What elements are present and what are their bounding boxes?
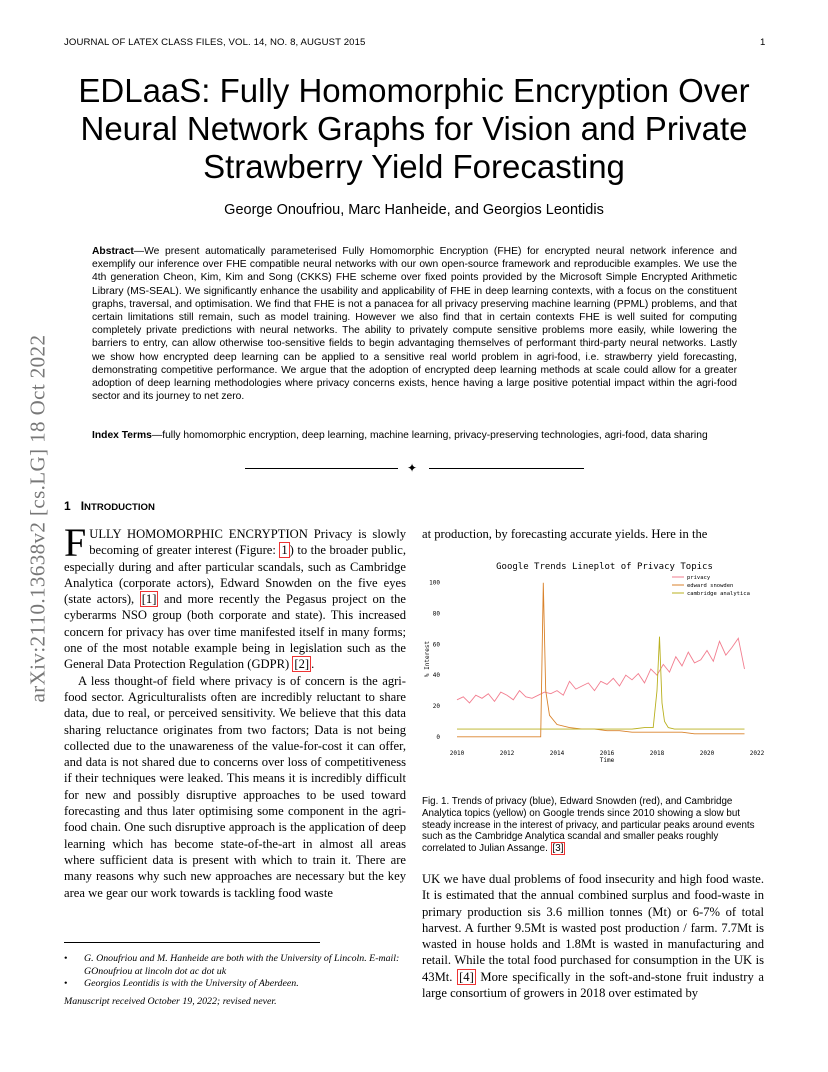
legend-label: edward snowden [687, 583, 734, 589]
x-tick-label: 2016 [599, 750, 615, 757]
intro-smallcaps: ULLY HOMOMORPHIC ENCRYPTION [89, 527, 308, 541]
intro-text: More specifically in the soft-and-stone fruit industry a large consortium of growers in 2018 over estimated by [422, 969, 764, 1001]
footnote-bullet: • [64, 953, 68, 964]
footnote-text: Georgios Leontidis is with the University of Aberdeen. [84, 978, 299, 990]
chart-title: Google Trends Lineplot of Privacy Topics [496, 562, 713, 572]
y-tick-label: 60 [432, 641, 440, 649]
figure-reference-link[interactable]: 1 [281, 543, 288, 558]
separator-rule-left [245, 468, 398, 469]
legend-label: cambridge analytica [687, 591, 750, 597]
intro-text: . [311, 657, 315, 672]
chart-lines [457, 583, 745, 737]
separator-rule-right [429, 468, 584, 469]
y-tick-label: 100 [429, 579, 440, 587]
x-axis-label: Time [599, 757, 615, 764]
intro-paragraph-2: A less thought-of field where privacy is of concern is the agri-food sector. Agriculturalists often are incredibly reluctant to share data, due to real, or perceived sensitivity. We believe that this data sharing reluctance originates from two factors; Data is not being collected due to the unawareness of the value-for-cost it can offer, and data is not shared due to concerns over loss of competitiveness if their techniques were leaked. This means it is incredibly difficult for new and possibly disruptive approaches to be used toward forecasting and thus later optimising some component in the agri-food chain. One such disruptive approach is the application of deep learning which has become state-of-the-art in almost all areas where sufficient data is present with which to train it. There are many reasons why such new approaches are necessary but the key area we gear our work towards is tackling food waste [64, 673, 406, 900]
y-tick-label: 80 [432, 610, 440, 618]
x-tick-label: 2014 [549, 750, 565, 757]
section-title-initial: I [80, 499, 85, 513]
footnote-affiliation-1 [64, 953, 414, 978]
intro-text: UK we have dual problems of food insecurity and high food waste. It is estimated that the annual combined surplus and food-waste in primary production sis 3.6 million tonnes (Mt) or 6-7% of total harvest. A further 9.5Mt is wasted post production / farm. 7.7Mt is wasted in house holds and 1.8Mt is wasted in manufacturing and retail. While the total food purchased for consumption in the UK is 43Mt. [422, 872, 764, 984]
footnote-text: G. Onoufriou and M. Hanheide are both with the University of Lincoln. E-mail: GOnoufriou at lincoln dot ac dot uk [84, 953, 400, 977]
section-number: 1 [64, 499, 71, 513]
citation-link[interactable]: [2] [294, 657, 310, 672]
index-terms-label: Index Terms [92, 430, 152, 441]
section-heading [64, 499, 155, 513]
y-tick-label: 20 [432, 703, 440, 711]
chart-legend [672, 575, 750, 597]
separator-diamond-icon: ✦ [407, 461, 418, 475]
caption-text: Fig. 1. Trends of privacy (blue), Edward Snowden (red), and Cambridge Analytica topics (yellow) on Google trends since 2010 showing a slow but steady increase in the interest of privacy, and particular peaks around events such as the Cambridge Analytica scandal and smaller peaks roughly correlated to Julian Assange. [422, 796, 755, 855]
x-tick-label: 2012 [499, 750, 515, 757]
intro-text: and more recently the Pegasus project on the cyberarms NSO group (both corporate and state). This increased concern for privacy has over time manifested itself in many forms; one of the most notable example being in legislation such as the General Data Protection Regulation (GDPR) [64, 592, 407, 672]
abstract-text: —We present automatically parameterised Fully Homomorphic Encryption (FHE) for encrypted neural network inference and exemplify our inference over FHE compatible neural networks with our own open-source framework and reproducible examples. We use the 4th generation Cheon, Kim, Kim and Song (CKKS) FHE scheme over fixed points provided by the Microsoft Simple Encrypted Arithmetic Library (MS-SEAL). We significantly enhance the usability and applicability of FHE in deep learning contexts, with a focus on the constituent graphs, traversal, and optimisation. We find that FHE is not a panacea for all privacy preserving machine learning (PPML) problems, and that certain limitations still remain, such as model training. However we also find that in certain contexts FHE is well suited for computing completely private predictions with neural networks. The ability to privately compute sensitive problems more easily, while lowering the barriers to entry, can allow otherwise too-sensitive fields to begin advantaging themselves of performant third-party neural networks. Lastly we show how encrypted deep learning can be applied to a sensitive real world problem in agri-food, i.e. strawberry yield forecasting, demonstrating competitive performance. We argue that the adoption of encrypted deep learning methods at scale could allow for a greater adoption of deep learning methodologies where privacy concerns exists, hence having a large positive potential impact within the agri-food sector and its journey to net zero. [92, 246, 737, 403]
running-header: JOURNAL OF LATEX CLASS FILES, VOL. 14, NO. 8, AUGUST 2015 [64, 37, 366, 48]
x-tick-label: 2010 [449, 750, 465, 757]
figure-caption [422, 796, 764, 855]
abstract [92, 245, 737, 403]
y-tick-label: 40 [432, 672, 440, 680]
intro-text: ) to the broader public, especially during and after particular scandals, such as Cambridge Analytica (corporate actors), Edward Snowden on the five eyes (state actors), [64, 543, 406, 607]
x-tick-label: 2020 [699, 750, 715, 757]
arxiv-stamp: arXiv:2110.13638v2 [cs.LG] 18 Oct 2022 [25, 334, 50, 703]
citation-link[interactable]: [4] [459, 969, 474, 984]
footnotes [64, 953, 414, 991]
series-line-privacy [457, 638, 745, 703]
abstract-label: Abstract [92, 246, 134, 257]
series-line-cambridge-analytica [457, 637, 745, 729]
y-axis-label: % Interest [424, 640, 431, 678]
series-line-edward-snowden [457, 583, 745, 737]
footnote-affiliation-2 [64, 978, 414, 991]
footnote-bullet: • [64, 978, 68, 990]
drop-cap: F [64, 520, 87, 565]
index-terms [92, 429, 737, 442]
intro-paragraph-1 [64, 520, 407, 673]
intro-right-column-bottom [422, 871, 764, 1001]
index-terms-text: —fully homomorphic encryption, deep learning, machine learning, privacy-preserving technologies, agri-food, data sharing [151, 430, 708, 441]
intro-text: Privacy is slowly becoming of greater interest (Figure: [89, 527, 407, 558]
citation-link[interactable]: [1] [141, 592, 157, 607]
author-list: George Onoufriou, Marc Hanheide, and Georgios Leontidis [224, 202, 604, 218]
intro-right-column-top: at production, by forecasting accurate yields. Here in the [422, 527, 708, 541]
intro-left-column [64, 520, 407, 901]
page-number: 1 [760, 37, 766, 48]
section-title-rest: NTRODUCTION [84, 502, 155, 513]
manuscript-note: Manuscript received October 19, 2022; revised never. [64, 996, 277, 1007]
y-tick-label: 0 [436, 733, 440, 741]
footnote-rule [64, 942, 320, 943]
paper-title: EDLaaS: Fully Homomorphic Encryption Over Neural Network Graphs for Vision and Private Strawberry Yield Forecasting [78, 72, 750, 185]
legend-label: privacy [687, 575, 711, 581]
x-tick-label: 2022 [749, 750, 764, 757]
citation-link[interactable]: [3] [552, 843, 564, 855]
x-tick-label: 2018 [649, 750, 665, 757]
google-trends-chart [422, 555, 764, 785]
